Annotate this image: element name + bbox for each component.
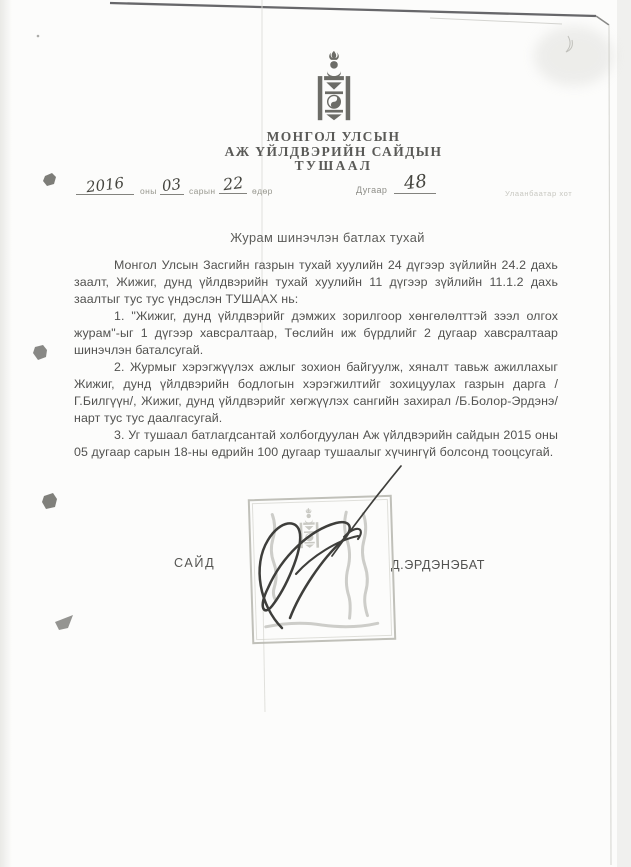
- day-field: [219, 174, 247, 194]
- number-label: Дугаар: [356, 185, 388, 195]
- stamp-script-content: [250, 497, 390, 638]
- day-label: өдөр: [252, 186, 273, 196]
- soyombo-emblem-icon: [314, 50, 354, 122]
- month-field: [160, 176, 184, 195]
- document-header: [18, 50, 631, 174]
- document-type: ТУШААЛ: [294, 158, 373, 173]
- paragraph-preamble: Монгол Улсын Засгийн газрын тухай хуулийн 24 дүгээр зүйлийн 24.2 дахь заалт, Жижиг, дунд үйлдвэрийн тухай хуулийн 11 дүгээр зүйлийн 11.1.2 дахь заалтыг тус тус үндэслэн ТУШААХ нь:: [74, 258, 558, 306]
- paragraph-point-3: 3. Уг тушаал батлагдсантай холбогдуулан Аж үйлдвэрийн сайдын 2015 оны 05 дугаар сарын 18-ны өдрийн 100 дугаар тушаалыг хүчингүй болсонд тооцсугай.: [74, 428, 558, 459]
- city-label: Улаанбаатар хот: [505, 189, 573, 198]
- year-field: [76, 173, 134, 197]
- year-handwritten: 2016: [84, 173, 126, 197]
- month-handwritten: 03: [161, 174, 183, 196]
- signer-name: Д.ЭРДЭНЭБАТ: [391, 558, 486, 572]
- year-label: оны: [140, 186, 157, 196]
- date-number-line: [0, 172, 631, 206]
- document-body: [74, 257, 558, 461]
- org-name-line2: АЖ ҮЙЛДВЭРИЙН САЙДЫН: [224, 143, 443, 159]
- paragraph-point-1: 1. "Жижиг, дунд үйлдвэрийг дэмжих зорилгоор хөнгөлөлттэй зээл олгох журам"-ыг 1 дүгээр хавсралтаар, Төслийн иж бүрдлийг 2 дугаар хавсралтаар шинэчлэн баталсугай.: [74, 309, 558, 357]
- document-title: Журам шинэчлэн батлах тухай: [230, 230, 425, 245]
- org-name-line1: МОНГОЛ УЛСЫН: [266, 129, 401, 144]
- month-label: сарын: [189, 186, 216, 196]
- day-handwritten: 22: [221, 172, 245, 195]
- paragraph-point-2: 2. Журмыг хэрэгжүүлэх ажлыг зохион байгуулж, хяналт тавьж ажиллахыг Жижиг, дунд үйлдвэрийн бодлогын хэрэгжилтийг зохицуулах газрын дарга /Г.Билгүүн/, Жижиг, дунд үйлдвэрийг хөгжүүлэх сангийн захирал /Б.Болор-Эрдэнэ/ нарт тус тус даалгасугай.: [74, 360, 558, 425]
- official-stamp-seal: [248, 495, 396, 644]
- number-field: [394, 172, 436, 194]
- number-handwritten: 48: [402, 170, 428, 195]
- signer-role: САЙД: [174, 556, 216, 570]
